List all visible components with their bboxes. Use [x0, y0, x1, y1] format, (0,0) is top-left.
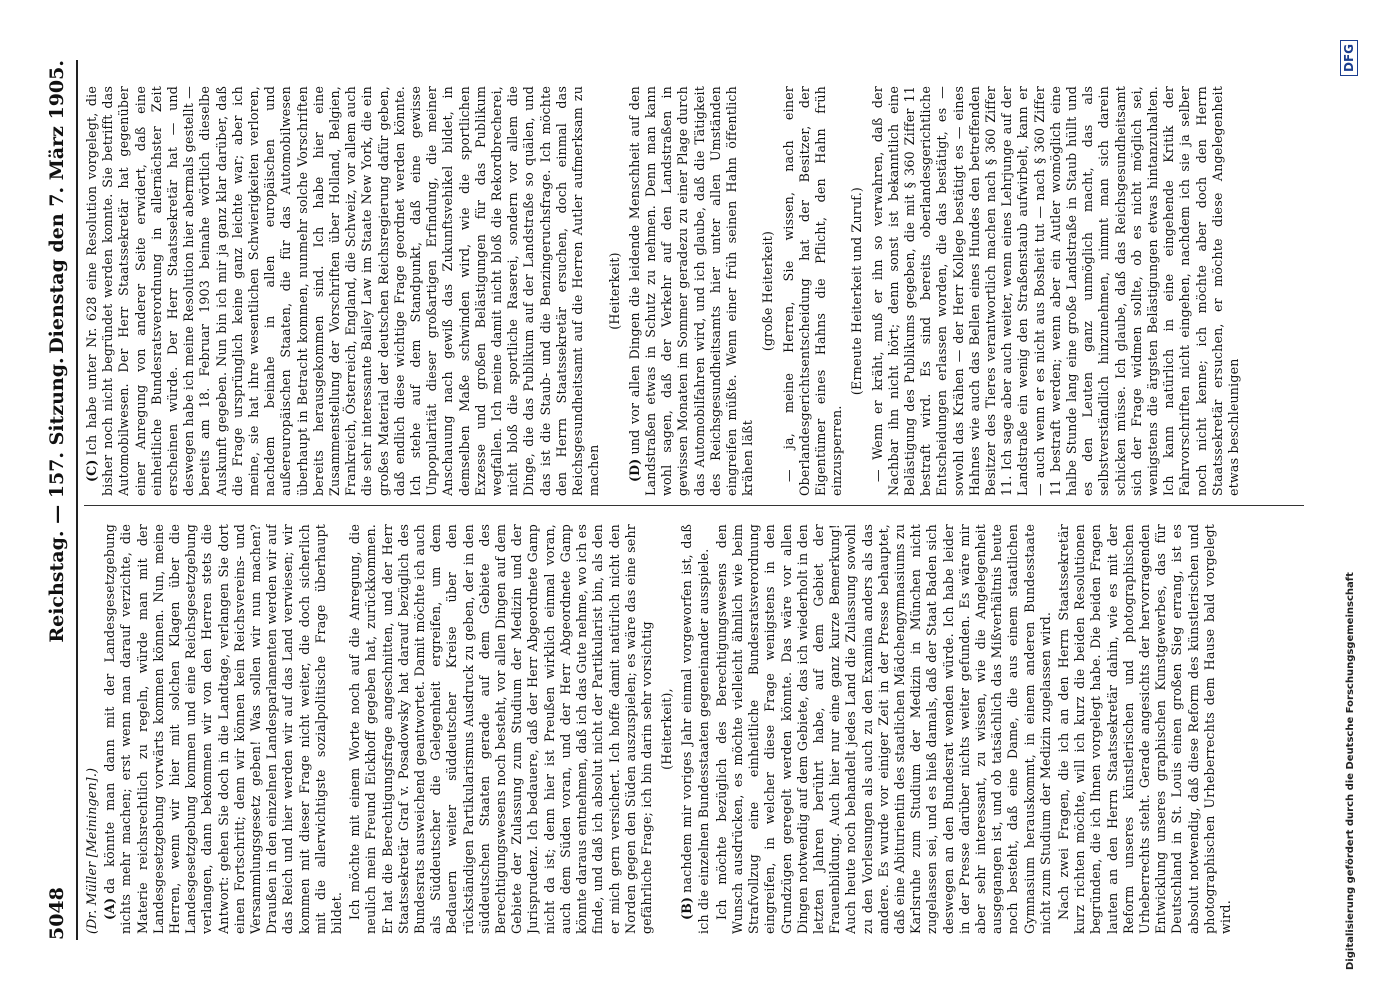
page-title: Reichstag. — 157. Sitzung.: [46, 357, 68, 643]
page-date: Dienstag den 7. März 1905.: [46, 60, 68, 354]
paragraph: Ich möchte bezüglich des Berechtigungswesens den Wunsch ausdrücken, es möchte vielleicht ähnlich wie beim Strafvollzug eine einheitliche Bundesratsverordnung eingreifen, in welcher diese Frage wenigstens in den Grundzügen geregelt werden könnte. Das wäre vor allen Dingen notwendig auf dem Gebiete, das ich wiederholt in den letzten Jahren berührt habe, auf dem Gebiet der Frauenbildung. Auch hier nur eine ganz kurze Bemerkung! Auch heute noch behandelt jedes Land die Zulassung sowohl zu den Vorlesungen als auch zu den Examina anders als das andere. Es wurde vor einiger Zeit in der Presse behauptet, daß eine Abiturientin des staatlichen Mädchengymnasiums zu Karlsruhe zum Studium der Medizin in München nicht zugelassen sei, und es hieß damals, daß der Staat Baden sich deswegen an den Bundesrat wenden würde. Ich habe leider in der Presse darüber nichts weiter gefunden. Es wäre mir aber sehr interessant, zu wissen, wie die Angelegenheit ausgegangen ist, und ob tatsächlich das Mißverhältnis heute noch besteht, daß eine Dame, die aus einem staatlichen Gymnasium herauskommt, in einem anderen Bundesstaate nicht zum Studium der Medizin zugelassen wird.: [713, 524, 1053, 934]
digitization-credit: Digitalisierung gefördert durch die Deutsche Forschungsgemeinschaft: [1345, 572, 1356, 970]
interjection: (große Heiterkeit): [760, 230, 776, 352]
paragraph: (C)Ich habe unter Nr. 628 eine Resolution vorgelegt, die bisher noch nicht begründet werden konnte. Sie betrifft das Automobilwesen. Der Herr Staatssekretär hat gegenüber einer Anregung von anderer Seite erwidert, daß eine einheitliche Bundesratsverordnung in allernächster Zeit erscheinen würde. Der Herr Staatssekretär hat — und deswegen habe ich meine Resolution hier abermals gestellt — bereits am 18. Februar 1903 beinahe wörtlich dieselbe Auskunft gegeben. Nun bin ich mir ja ganz klar darüber, daß die Frage ursprünglich keine ganz leichte war; aber ich meine, sie hat ihre wesentlichen Schwierigkeiten verloren, nachdem beinahe in allen europäischen und außereuropäischen Staaten, die für das Automobilwesen überhaupt in Betracht kommen, nunmehr solche Vorschriften bereits herausgekommen sind. Ich habe hier eine Zusammenstellung der Vorschriften über Holland, Belgien, Frankreich, Österreich, England, die Schweiz, vor allem auch die sehr interessante Bailey Law im Staate New York, die ein großes Material der deutschen Reichsregierung dafür geben, daß endlich diese wichtige Frage geordnet werden könnte. Ich stehe auf dem Standpunkt, daß eine gewisse Unpopularität dieser großartigen Erfindung, die meiner Anschauung nach gewiß das Zukunftsvehikel bildet, in demselben Maße schwinden wird, wie die sportlichen Exzesse und großen Belästigungen für das Publikum wegfallen. Ich meine damit nicht bloß die Rekordbrecherei, nicht bloß die sportliche Raserei, sondern vor allem die Dinge, die das Publikum auf der Landstraße so quälen, und das ist die Staub- und die Benzingeruchsfrage. Ich möchte den Herrn Staatssekretär ersuchen, doch einmal das Reichsgesundheitsamt auf die Herren Autler aufmerksam zu machen: [84, 86, 602, 496]
margin-letter: (A): [102, 897, 118, 920]
column-divider: [84, 505, 1304, 506]
paragraph: (D)und vor allen Dingen die leidende Menschheit auf den Landstraßen etwas in Schutz zu nehmen. Denn man kann wohl sagen, daß der Verkehr auf den Landstraßen in gewissen Monaten im Sommer geradezu zu einer Plage durch das Automobilfahren wird, und ich glaube, daß die Tätigkeit des Reichsgesundheitsamts hier unter allen Umständen eingreifen müßte. Wenn einer früh seinen Hahn öffentlich krähen läßt: [626, 86, 756, 496]
page-number: 5048: [46, 887, 68, 940]
right-column: [84, 86, 1304, 496]
paragraph: Ich möchte mit einem Worte noch auf die Anregung, die neulich mein Freund Eickhoff gegeben hat, zurückkommen. Er hat die Berechtigungsfrage angeschnitten, und der Herr Staatssekretär Graf v. Posadowsky hat darauf bezüglich des Bundesrats ausweichend geantwortet. Damit möchte ich auch als Süddeutscher die Gelegenheit ergreifen, um dem Bedauern weiter süddeutscher Kreise über den rückständigen Partikularismus Ausdruck zu geben, der in den süddeutschen Staaten gerade auf dem Gebiete des Berechtigungswesens noch besteht, vor allen Dingen auf dem Gebiete der Zulassung zum Studium der Medizin und der Jurisprudenz. Ich bedauere, daß der Herr Abgeordnete Gamp nicht da ist; denn hier ist Preußen wirklich einmal voran, auch dem Süden voran, und der Herr Abgeordnete Gamp könnte daraus entnehmen, daß ich das Gute nehme, wo ich es finde, und daß ich absolut nicht der Partikularist bin, als den er mich gern versichert. Ich hoffe damit natürlich nicht den Norden gegen den Süden auszuspielen; es wäre das eine sehr gefährliche Frage; ich bin darin sehr vorsichtig: [347, 524, 654, 934]
interjection: (Erneute Heiterkeit und Zuruf.): [849, 186, 865, 396]
paragraph: — Wenn er kräht, muß er ihn so verwahren, daß der Nachbar ihn nicht hört; denn sonst ist bekanntlich eine Belästigung des Publikums gegeben, die mit § 360 Ziffer 11 bestraft wird. Es sind bereits oberlandesgerichtliche Entscheidungen erlassen worden, die das bestätigt, es — sowohl das Krähen — der Herr Kollege bestätigt es — eines Hahnes wie auch das Bellen eines Hundes den betreffenden Besitzer des Tieres verantwortlich machen nach § 360 Ziffer 11. Ich sage aber auch weiter, wenn eines Lehrjunge auf der Landstraße ein wenig den Straßenstaub aufwirbelt, kann er — auch wenn er es nicht aus Bosheit tut — nach § 360 Ziffer 11 bestraft werden; wenn aber ein Autler womöglich eine halbe Stunde lang eine große Landstraße in Staub hüllt und es den Leuten ganz unmöglich macht, das als selbstverständlich hinzunehmen, nimmt man sich darein schicken müsse. Ich glaube, daß das Reichsgesundheitsamt sich der Frage widmen sollte, ob es nicht möglich sei, wenigstens die ärgsten Belästigungen etwas hintanzuhalten. Ich kann natürlich in eine eingehende Kritik der Fahrvorschriften nicht eingehen, nachdem ich sie ja selber noch nicht kenne; ich möchte aber doch den Herrn Staatssekretär ersuchen, er möchte diese Angelegenheit etwas beschleunigen: [869, 86, 1242, 496]
dfg-logo: DFG: [1340, 40, 1358, 76]
paragraph: (B)nachdem mir voriges Jahr einmal vorgeworfen ist, daß ich die einzelnen Bundesstaaten gegeneinander ausspiele.: [679, 524, 711, 934]
interjection: (Heiterkeit),: [659, 688, 675, 770]
page-header: [40, 60, 78, 940]
margin-letter: (C): [84, 459, 99, 482]
paragraph: — ja, meine Herren, Sie wissen, nach einer Oberlandesgerichtsentscheidung hat der Besitzer, der Eigentümer eines Hahns die Pflicht, den Hahn früh einzusperren.: [780, 86, 845, 496]
margin-letter: (B): [679, 896, 695, 920]
interjection: (Heiterkeit): [606, 252, 622, 330]
margin-letter: (D): [626, 458, 642, 482]
speaker-label: (Dr. Müller [Meiningen].): [84, 767, 99, 934]
left-column: [84, 524, 1304, 934]
paragraph: Nach zwei Fragen, die ich an den Herrn Staatssekretär kurz richten möchte, will ich kurz die beiden Resolutionen begründen, die ich Ihnen vorgelegt habe. Die beiden Fragen lauten an den Herrn Staatssekretär dahin, wie es mit der Reform unseres künstlerischen und photographischen Urheberrechts steht. Gerade angesichts der hervorragenden Entwicklung unseres graphischen Kunstgewerbes, das für Deutschland in St. Louis einen großen Sieg errang, ist es absolut notwendig, daß diese Reform des künstlerischen und photographischen Urheberrechts dem Hause bald vorgelegt wird.: [1055, 524, 1234, 934]
paragraph: (A)da könnte man dann mit der Landesgesetzgebung nichts mehr machen; erst wenn man darauf verzichte, die Materie reichsrechtlich zu regeln, würde man mit der Landesgesetzgebung vorwärts kommen können. Nun, meine Herren, wenn wir hier mit solchen Klagen über die Landesgesetzgebung kommen und eine Reichsgesetzgebung verlangen, dann bekommen wir von den Herren stets die Antwort: gehen Sie doch in die Landtage, verlangen Sie dort einen Fortschritt; denn wir können kein Reichsvereins- und Versammlungsgesetz geben! Was sollen wir nun machen? Draußen in den einzelnen Landesparlamenten werden wir auf das Reich und hier werden wir auf das Land verwiesen; wir kommen mit dieser Frage nicht weiter, die doch sicherlich mit die allerwichtigste sozialpolitische Frage überhaupt bildet.: [102, 524, 345, 934]
